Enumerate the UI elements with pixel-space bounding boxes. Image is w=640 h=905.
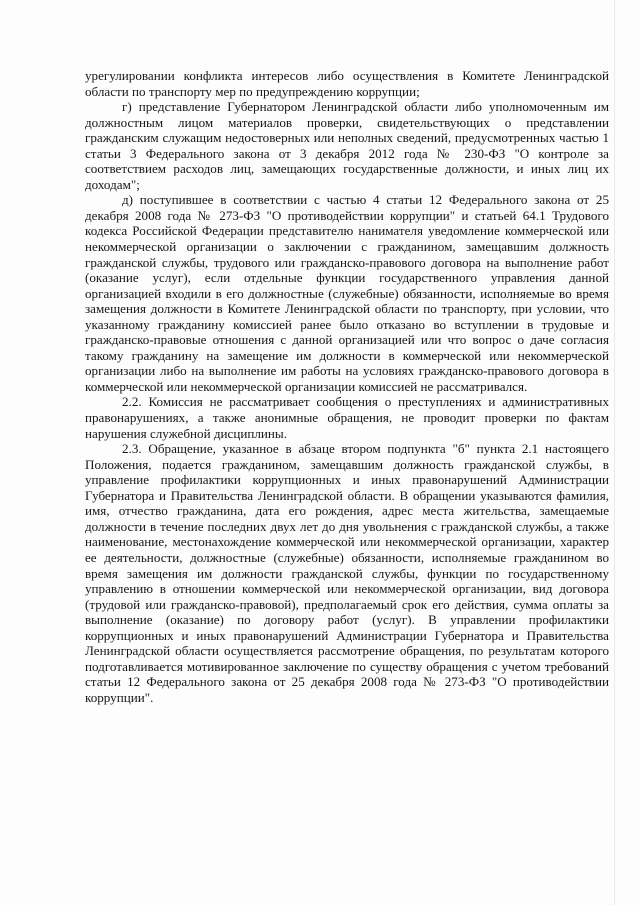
- paragraph-2-2: 2.2. Комиссия не рассматривает сообщения о преступлениях и административных правонарушениях, а также анонимные обращения, не проводит проверки по фактам нарушения служебной дисциплины.: [85, 394, 609, 441]
- document-body: [85, 68, 609, 705]
- paragraph-continuation: урегулировании конфликта интересов либо осуществления в Комитете Ленинградской области по транспорту мер по предупреждению коррупции;: [85, 68, 609, 99]
- paragraph-item-d: д) поступившее в соответствии с частью 4 статьи 12 Федерального закона от 25 декабря 2008 года № 273-ФЗ "О противодействии коррупции" и статьей 64.1 Трудового кодекса Российской Федерации представителю нанимателя уведомление коммерческой или некоммерческой организации о заключении с гражданином, замещавшим должность гражданской службы, трудового или гражданско-правового договора на выполнение работ (оказание услуг), если отдельные функции государственного управления данной организацией входили в его должностные (служебные) обязанности, исполняемые во время замещения должности в Комитете Ленинградской области по транспорту, при условии, что указанному гражданину комиссией ранее было отказано во вступлении в трудовые и гражданско-правовые отношения с данной организацией или что вопрос о даче согласия такому гражданину на замещение им должности в коммерческой или некоммерческой организации либо на выполнение им работы на условиях гражданско-правового договора в коммерческой или некоммерческой организации комиссией не рассматривался.: [85, 192, 609, 394]
- paragraph-item-g: г) представление Губернатором Ленинградской области либо уполномоченным им должностным лицом материалов проверки, свидетельствующих о представлении гражданским служащим недостоверных или неполных сведений, предусмотренных частью 1 статьи 3 Федерального закона от 3 декабря 2012 года № 230-ФЗ "О контроле за соответствием расходов лиц, замещающих государственные должности, и иных лиц их доходам";: [85, 99, 609, 192]
- scan-edge-line: [614, 0, 615, 905]
- paragraph-2-3: 2.3. Обращение, указанное в абзаце втором подпункта "б" пункта 2.1 настоящего Положения, подается гражданином, замещавшим должность гражданской службы, в управление профилактики коррупционных и иных правонарушений Администрации Губернатора и Правительства Ленинградской области. В обращении указываются фамилия, имя, отчество гражданина, дата его рождения, адрес места жительства, замещаемые должности в течение последних двух лет до дня увольнения с гражданской службы, а также наименование, местонахождение коммерческой или некоммерческой организации, характер ее деятельности, должностные (служебные) обязанности, исполняемые гражданином во время замещения им должности гражданской службы, функции по государственному управлению в отношении коммерческой или некоммерческой организации, вид договора (трудовой или гражданско-правовой), предполагаемый срок его действия, сумма оплаты за выполнение (оказание) по договору работ (услуг). В управлении профилактики коррупционных и иных правонарушений Администрации Губернатора и Правительства Ленинградской области осуществляется рассмотрение обращения, по результатам которого подготавливается мотивированное заключение по существу обращения с учетом требований статьи 12 Федерального закона от 25 декабря 2008 года № 273-ФЗ "О противодействии коррупции".: [85, 441, 609, 705]
